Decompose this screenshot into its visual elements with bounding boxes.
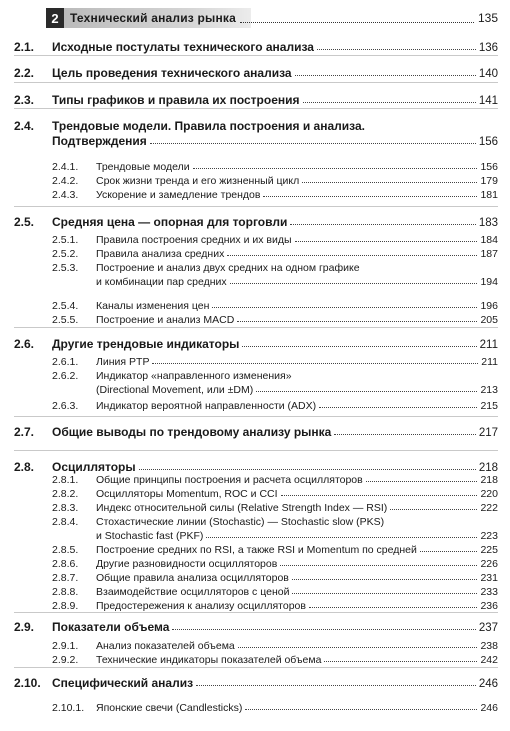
toc-entry-title: Построение средних по RSI, а также RSI и Momentum по средней <box>96 544 417 556</box>
toc-section-entry[interactable] <box>14 674 498 690</box>
toc-entry-first-line[interactable] <box>14 117 498 133</box>
leader-dots <box>212 307 477 308</box>
toc-entry-page-number: 242 <box>480 654 498 666</box>
toc-entry-number: 2.8.5. <box>52 544 79 556</box>
toc-entry-page-number: 246 <box>480 702 498 714</box>
leader-dots <box>242 346 476 347</box>
leader-dots <box>390 509 477 510</box>
toc-entry-page-number: 223 <box>480 530 498 542</box>
section-divider <box>14 108 498 109</box>
toc-section-entry[interactable] <box>14 64 498 80</box>
toc-subsection-entry[interactable] <box>52 354 498 368</box>
leader-dots <box>240 22 474 23</box>
toc-entry-page-number: 238 <box>480 640 498 652</box>
toc-entry-number: 2.8.2. <box>52 488 79 500</box>
toc-entry-page-number: 217 <box>478 427 498 439</box>
toc-entry-first-line[interactable] <box>52 260 498 274</box>
leader-dots <box>292 579 478 580</box>
leader-dots <box>238 647 478 648</box>
toc-entry-number: 2.7. <box>14 425 35 439</box>
toc-subsection-entry[interactable] <box>52 312 498 326</box>
toc-subsection-entry[interactable] <box>52 382 498 396</box>
toc-entry-title: Общие выводы по трендовому анализу рынка <box>52 425 332 439</box>
toc-entry-title: Построение и анализ MACD <box>96 314 235 326</box>
toc-entry-page-number: 246 <box>478 678 498 690</box>
leader-dots <box>230 283 478 284</box>
leader-dots <box>295 75 476 76</box>
toc-entry-number: 2.5.5. <box>52 314 79 326</box>
toc-entry-title: Другие разновидности осцилляторов <box>96 558 278 570</box>
leader-dots <box>139 469 476 470</box>
leader-dots <box>303 102 476 103</box>
toc-subsection-entry[interactable] <box>52 528 498 542</box>
toc-entry-page-number: 179 <box>480 175 498 187</box>
toc-subsection-entry[interactable] <box>52 298 498 312</box>
toc-entry-number: 2.6. <box>14 337 35 351</box>
leader-dots <box>196 685 476 686</box>
leader-dots <box>302 182 477 183</box>
toc-entry-page-number: 237 <box>478 622 498 634</box>
toc-entry-page-number: 233 <box>480 586 498 598</box>
toc-entry-title: Показатели объема <box>52 620 170 634</box>
toc-entry-number: 2.1. <box>14 40 35 54</box>
toc-subsection-entry[interactable] <box>52 556 498 570</box>
toc-section-entry[interactable] <box>14 213 498 229</box>
toc-entry-title: Исходные постулаты технического анализа <box>52 40 314 54</box>
section-divider <box>14 667 498 668</box>
toc-entry-number: 2.9. <box>14 620 35 634</box>
toc-entry-title: Взаимодействие осцилляторов с ценой <box>96 586 290 598</box>
toc-subsection-entry[interactable] <box>52 246 498 260</box>
toc-entry-page-number: 236 <box>480 600 498 612</box>
leader-dots <box>309 607 477 608</box>
toc-entry-page-number: 220 <box>480 488 498 500</box>
toc-entry-page-number: 156 <box>480 161 498 173</box>
toc-entry-page-number: 231 <box>480 572 498 584</box>
toc-entry-title: Каналы изменения цен <box>96 300 210 312</box>
toc-section-entry[interactable] <box>14 132 498 148</box>
toc-entry-page-number: 140 <box>478 68 498 80</box>
toc-entry-number: 2.5.2. <box>52 248 79 260</box>
toc-entry-title-line1: Индикатор «направленного изменения» <box>96 370 292 382</box>
toc-subsection-entry[interactable] <box>52 274 498 288</box>
toc-subsection-entry[interactable] <box>52 173 498 187</box>
leader-dots <box>281 495 478 496</box>
toc-entry-title: Средняя цена — опорная для торговли <box>52 215 288 229</box>
toc-subsection-entry[interactable] <box>52 472 498 486</box>
toc-entry-number: 2.4. <box>14 119 35 133</box>
toc-entry-number: 2.4.2. <box>52 175 79 187</box>
toc-entry-title: и Stochastic fast (PKF) <box>96 530 204 542</box>
toc-subsection-entry[interactable] <box>52 570 498 584</box>
leader-dots <box>227 255 477 256</box>
leader-dots <box>280 565 477 566</box>
leader-dots <box>334 434 475 435</box>
section-divider <box>14 612 498 613</box>
toc-entry-number: 2.2. <box>14 66 35 80</box>
leader-dots <box>295 241 478 242</box>
toc-entry-page-number: 205 <box>480 314 498 326</box>
toc-entry-first-line[interactable] <box>52 514 498 528</box>
chapter-page-number: 135 <box>477 11 498 25</box>
toc-entry-page-number: 181 <box>480 189 498 201</box>
toc-entry-title: Подтверждения <box>52 134 147 148</box>
toc-entry-number: 2.6.3. <box>52 400 79 412</box>
toc-subsection-entry[interactable] <box>52 486 498 500</box>
toc-entry-number: 2.8.8. <box>52 586 79 598</box>
toc-entry-number: 2.8.6. <box>52 558 79 570</box>
toc-entry-title-line1: Стохастические линии (Stochastic) — Stochastic slow (PKS) <box>96 516 385 528</box>
toc-entry-title: Общие правила анализа осцилляторов <box>96 572 289 584</box>
leader-dots <box>324 661 477 662</box>
leader-dots <box>245 709 477 710</box>
leader-dots <box>172 629 475 630</box>
toc-entry-title: Линия PTP <box>96 356 150 368</box>
toc-entry-title: Правила построения средних и их виды <box>96 234 292 246</box>
toc-subsection-entry[interactable] <box>52 584 498 598</box>
toc-entry-title: Типы графиков и правила их построения <box>52 93 300 107</box>
toc-entry-number: 2.8.9. <box>52 600 79 612</box>
toc-entry-title: Осцилляторы <box>52 460 136 474</box>
toc-entry-page-number: 218 <box>478 462 498 474</box>
toc-entry-number: 2.4.3. <box>52 189 79 201</box>
leader-dots <box>319 407 477 408</box>
toc-entry-number: 2.8.1. <box>52 474 79 486</box>
leader-dots <box>366 481 478 482</box>
toc-entry-number: 2.5.3. <box>52 262 79 274</box>
toc-section-entry[interactable] <box>14 91 498 107</box>
toc-entry-number: 2.6.2. <box>52 370 79 382</box>
toc-entry-title-line1: Трендовые модели. Правила построения и анализа. <box>52 119 365 133</box>
toc-entry-title: Трендовые модели <box>96 161 190 173</box>
toc-entry-page-number: 222 <box>480 502 498 514</box>
leader-dots <box>152 363 478 364</box>
toc-entry-page-number: 187 <box>480 248 498 260</box>
toc-entry-title: Цель проведения технического анализа <box>52 66 292 80</box>
leader-dots <box>317 49 476 50</box>
toc-entry-title: Срок жизни тренда и его жизненный цикл <box>96 175 300 187</box>
toc-entry-number: 2.8.3. <box>52 502 79 514</box>
toc-entry-first-line[interactable] <box>52 368 498 382</box>
toc-subsection-entry[interactable] <box>52 598 498 612</box>
chapter-number-badge: 2 <box>46 8 64 28</box>
toc-entry-title: Японские свечи (Candlesticks) <box>96 702 243 714</box>
toc-entry-page-number: 194 <box>480 276 498 288</box>
toc-entry-page-number: 211 <box>481 356 498 368</box>
toc-entry-title-line1: Построение и анализ двух средних на одном графике <box>96 262 360 274</box>
toc-entry-page-number: 183 <box>478 217 498 229</box>
toc-section-entry[interactable] <box>14 335 498 351</box>
toc-subsection-entry[interactable] <box>52 652 498 666</box>
toc-subsection-entry[interactable] <box>52 159 498 173</box>
toc-entry-title: (Directional Movement, или ±DM) <box>96 384 254 396</box>
section-divider <box>14 416 498 417</box>
toc-entry-page-number: 141 <box>478 95 498 107</box>
toc-entry-page-number: 213 <box>480 384 498 396</box>
toc-entry-number: 2.6.1. <box>52 356 79 368</box>
toc-entry-title: Анализ показателей объема <box>96 640 235 652</box>
toc-entry-title: Ускорение и замедление трендов <box>96 189 261 201</box>
leader-dots <box>150 143 476 144</box>
toc-entry-number: 2.3. <box>14 93 35 107</box>
toc-section-entry[interactable] <box>14 618 498 634</box>
toc-entry-page-number: 211 <box>479 339 498 351</box>
leader-dots <box>237 321 477 322</box>
toc-entry-number: 2.9.2. <box>52 654 79 666</box>
toc-entry-title: Индикатор вероятной направленности (ADX) <box>96 400 317 412</box>
toc-entry-page-number: 225 <box>480 544 498 556</box>
toc-entry-title: Правила анализа средних <box>96 248 225 260</box>
toc-entry-number: 2.5. <box>14 215 35 229</box>
toc-entry-number: 2.5.1. <box>52 234 79 246</box>
toc-subsection-entry[interactable] <box>52 398 498 412</box>
toc-entry-number: 2.10.1. <box>52 702 85 714</box>
leader-dots <box>193 168 478 169</box>
toc-entry-page-number: 196 <box>480 300 498 312</box>
toc-entry-title: Другие трендовые индикаторы <box>52 337 240 351</box>
toc-entry-number: 2.8. <box>14 460 35 474</box>
section-divider <box>14 206 498 207</box>
toc-entry-page-number: 218 <box>480 474 498 486</box>
toc-entry-page-number: 156 <box>478 136 498 148</box>
leader-dots <box>420 551 478 552</box>
toc-entry-title: Предостережения к анализу осцилляторов <box>96 600 306 612</box>
toc-entry-title: Осцилляторы Momentum, ROC и CCI <box>96 488 278 500</box>
toc-subsection-entry[interactable] <box>52 187 498 201</box>
toc-subsection-entry[interactable] <box>52 638 498 652</box>
toc-entry-number: 2.9.1. <box>52 640 79 652</box>
leader-dots <box>292 593 477 594</box>
toc-entry-page-number: 226 <box>480 558 498 570</box>
section-divider <box>14 82 498 83</box>
toc-entry-title: Технические индикаторы показателей объема <box>96 654 322 666</box>
chapter-header[interactable] <box>46 8 498 28</box>
toc-entry-page-number: 184 <box>480 234 498 246</box>
section-divider <box>14 327 498 328</box>
toc-subsection-entry[interactable] <box>52 500 498 514</box>
section-divider <box>14 450 498 451</box>
toc-entry-number: 2.8.4. <box>52 516 79 528</box>
leader-dots <box>206 537 477 538</box>
toc-entry-title: Специфический анализ <box>52 676 194 690</box>
leader-dots <box>256 391 477 392</box>
toc-entry-title: Индекс относительной силы (Relative Strength Index — RSI) <box>96 502 388 514</box>
toc-entry-number: 2.5.4. <box>52 300 79 312</box>
toc-entry-page-number: 215 <box>480 400 498 412</box>
toc-subsection-entry[interactable] <box>52 232 498 246</box>
toc-entry-number: 2.10. <box>14 676 41 690</box>
toc-entry-number: 2.8.7. <box>52 572 79 584</box>
leader-dots <box>263 196 477 197</box>
toc-section-entry[interactable] <box>14 423 498 439</box>
toc-section-entry[interactable] <box>14 38 498 54</box>
chapter-title: Технический анализ рынка <box>70 11 236 25</box>
section-divider <box>14 55 498 56</box>
toc-subsection-entry[interactable] <box>52 700 498 714</box>
leader-dots <box>290 224 475 225</box>
toc-entry-page-number: 136 <box>478 42 498 54</box>
toc-entry-title: и комбинации пар средних <box>96 276 227 288</box>
toc-entry-number: 2.4.1. <box>52 161 79 173</box>
toc-entry-title: Общие принципы построения и расчета осцилляторов <box>96 474 363 486</box>
toc-subsection-entry[interactable] <box>52 542 498 556</box>
